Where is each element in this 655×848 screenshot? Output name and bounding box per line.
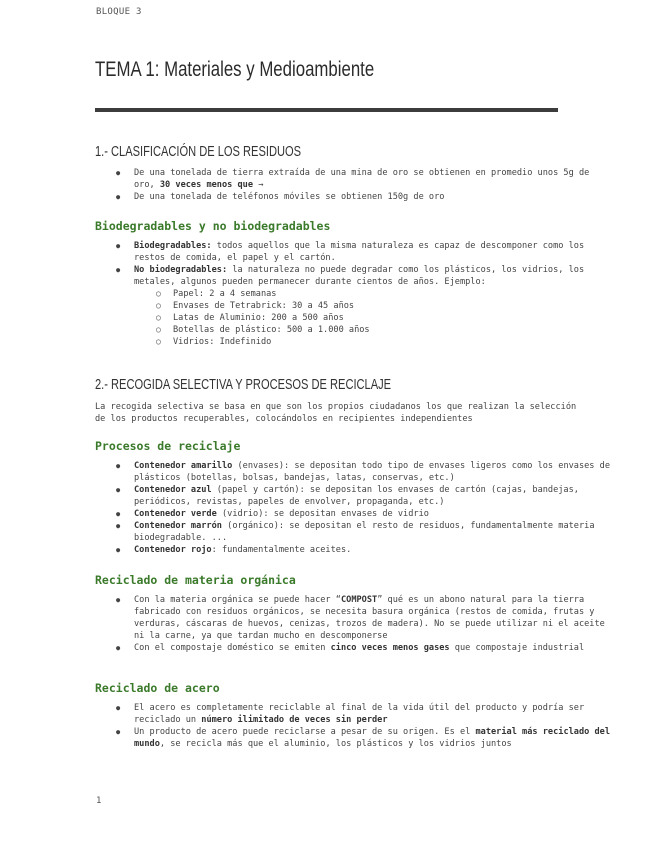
list-item: ● Contenedor verde (vidrio): se depositan envases de vidrio [95, 508, 610, 520]
sub-list-item: ○ Latas de Aluminio: 200 a 500 años [134, 312, 610, 324]
sub-list-item: ○ Papel: 2 a 4 semanas [134, 288, 610, 300]
page-number: 1 [96, 796, 102, 806]
clasificacion-list [95, 167, 610, 203]
sub-list-item: ○ Botellas de plástico: 500 a 1.000 años [134, 324, 610, 336]
list-item: ● De una tonelada de teléfonos móviles se obtienen 150g de oro [95, 191, 610, 203]
degradation-examples-list [134, 288, 610, 348]
document-header-label: BLOQUE 3 [96, 7, 142, 17]
list-item: ● Contenedor azul (papel y cartón): se depositan los envases de cartón (cajas, bandejas, periódicos, revistas, papeles de envolver, propaganda, etc.) [95, 484, 610, 508]
list-item: ● Con el compostaje doméstico se emiten cinco veces menos gases que compostaje industrial [95, 642, 610, 654]
section-heading-recogida: 2.- RECOGIDA SELECTIVA Y PROCESOS DE RECICLAJE [95, 376, 392, 393]
list-item: ● Contenedor rojo: fundamentalmente aceites. [95, 544, 610, 556]
list-item: ● Biodegradables: todos aquellos que la misma naturaleza es capaz de descomponer como los restos de comida, el papel y el cartón. [95, 240, 610, 264]
list-item: ● Con la materia orgánica se puede hacer “COMPOST” qué es un abono natural para la tierra fabricado con residuos orgánicos, se necesita basura orgánica (restos de comida, frutas y verduras, cáscaras de huevos, cenizas, trozos de madera). No se puede utilizar ni el aceite ni la carne, ya que tardan mucho en descomponerse [95, 594, 610, 642]
procesos-list [95, 460, 610, 556]
sub-list-item: ○ Vidrios: Indefinido [134, 336, 610, 348]
organica-list [95, 594, 610, 654]
list-item: ● De una tonelada de tierra extraída de una mina de oro se obtienen en promedio unos 5g de oro, 30 veces menos que → [95, 167, 610, 191]
list-item: ● Contenedor marrón (orgánico): se depositan el resto de residuos, fundamentalmente materia biodegradable. ... [95, 520, 610, 544]
sub-list-item: ○ Envases de Tetrabrick: 30 a 45 años [134, 300, 610, 312]
subheading-organica: Reciclado de materia orgánica [95, 573, 296, 587]
biodegradables-list [95, 240, 610, 348]
subheading-acero: Reciclado de acero [95, 681, 220, 695]
subheading-procesos: Procesos de reciclaje [95, 439, 241, 453]
title-divider [95, 108, 558, 112]
section-heading-clasificacion: 1.- CLASIFICACIÓN DE LOS RESIDUOS [95, 143, 302, 160]
subheading-biodegradables: Biodegradables y no biodegradables [95, 219, 331, 233]
document-title: TEMA 1: Materiales y Medioambiente [95, 58, 375, 81]
list-item: ● El acero es completamente reciclable al final de la vida útil del producto y podría ser reciclado un número ilimitado de veces sin perder [95, 702, 610, 726]
acero-list [95, 702, 610, 750]
recogida-paragraph: La recogida selectiva se basa en que son los propios ciudadanos los que realizan la selección de los productos recuperables, colocándolos en recipientes independientes [95, 402, 577, 424]
list-item: ● Contenedor amarillo (envases): se depositan todo tipo de envases ligeros como los envases de plásticos (botellas, bolsas, bandejas, latas, conservas, etc.) [95, 460, 610, 484]
list-item: ● Un producto de acero puede reciclarse a pesar de su origen. Es el material más reciclado del mundo, se recicla más que el aluminio, los plásticos y los vidrios juntos [95, 726, 610, 750]
list-item: ● No biodegradables: la naturaleza no puede degradar como los plásticos, los vidrios, los metales, algunos pueden permanecer durante cientos de años. Ejemplo: ○ Papel: 2 a 4 semanas ○ Envases de Tetrabrick: 30 a 45 años ○ Latas de Aluminio: 200 a 500 años ○ Botellas de plástico: 500 a 1.000 años ○ Vidrios: Indefinido [95, 264, 610, 348]
